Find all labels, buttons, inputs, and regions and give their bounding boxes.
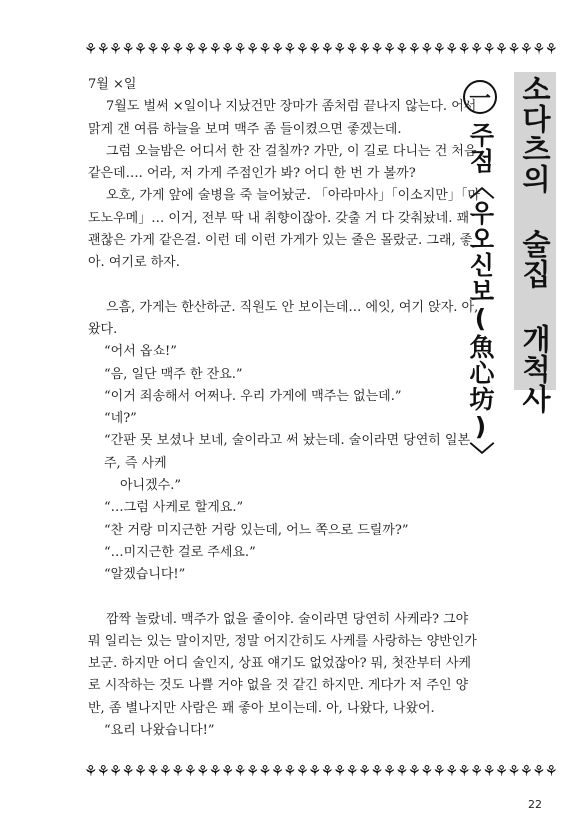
- dialogue-line: “음, 일단 맥주 한 잔요.”: [104, 366, 243, 382]
- dialogue-line: “찬 거랑 미지근한 거랑 있는데, 어느 쪽으로 드릴까?”: [104, 522, 409, 538]
- dialogue-line: “…그럼 사케로 할게요.”: [104, 500, 244, 516]
- paragraph: 그럼 오늘밤은 어디서 한 잔 걸칠까? 가만, 이 길로 다니는 건 처음 같은데…. 어라, 저 가게 주점인가 봐? 어디 한 번 가 볼까?: [88, 143, 477, 182]
- diary-date: 7월 ×일: [88, 77, 137, 92]
- dialogue-line: “간판 못 보셨나 보네, 술이라고 써 놨는데. 술이라면 당연히 일본주, 즉 사케: [104, 433, 471, 471]
- dialogue-line: “어서 옵쇼!”: [104, 344, 177, 360]
- paragraph-gap: [88, 275, 483, 297]
- chapter-title: 주점〈우오신보(魚心坊)〉: [466, 122, 495, 468]
- dialogue-line: “요리 나왔습니다!”: [104, 723, 215, 739]
- book-title: 소다츠의 술집 개척사: [518, 74, 552, 414]
- body-text: [88, 74, 483, 742]
- bottom-ornament-border: ⚘⚘⚘⚘⚘⚘⚘⚘⚘⚘⚘⚘⚘⚘⚘⚘⚘⚘⚘⚘⚘⚘⚘⚘⚘⚘⚘⚘⚘⚘⚘⚘⚘⚘⚘⚘⚘⚘: [84, 762, 557, 780]
- paragraph: 오호, 가게 앞에 술병을 죽 늘어놨군. 「아라마사」「이소지만」「마도노우메」… 이거, 전부 딱 내 취향이잖아. 갖출 거 다 갖춰놨네. 꽤 괜찮은 가게 같은걸. 이런 데 이런 가게가 있는 줄은 몰랐군. 그래, 좋아. 여기로 하자.: [88, 188, 480, 271]
- dialogue-line: “알겠습니다!”: [104, 567, 186, 583]
- dialogue-line-continued: 아니겠수.”: [120, 478, 182, 494]
- dialogue-line: “…미지근한 걸로 주세요.”: [104, 544, 256, 560]
- paragraph-gap: [88, 587, 483, 609]
- dialogue-line: “이거 죄송해서 어쩌나. 우리 가게에 맥주는 없는데.”: [104, 388, 402, 404]
- dialogue-line: “네?”: [104, 411, 137, 427]
- page-number: 22: [528, 798, 542, 811]
- top-ornament-border: ⚘⚘⚘⚘⚘⚘⚘⚘⚘⚘⚘⚘⚘⚘⚘⚘⚘⚘⚘⚘⚘⚘⚘⚘⚘⚘⚘⚘⚘⚘⚘⚘⚘⚘⚘⚘⚘⚘: [84, 40, 557, 58]
- paragraph: 7월도 벌써 ×일이나 지났건만 장마가 좀처럼 끝나지 않는다. 어서 맑게 갠 여름 하늘을 보며 맥주 좀 들이켰으면 좋겠는데.: [88, 99, 477, 137]
- paragraph: 으흠, 가게는 한산하군. 직원도 안 보이는데… 에잇, 여기 앉자. 아, 왔다.: [88, 299, 479, 337]
- chapter-number: 一: [463, 80, 497, 114]
- paragraph: 깜짝 놀랐네. 맥주가 없을 줄이야. 술이라면 당연히 사케라? 그야 뭐 일리는 있는 말이지만, 정말 어지간히도 사케를 사랑하는 양반인가 보군. 하지만 어디 술인지, 상표 얘기도 없었잖아? 뭐, 첫잔부터 사케로 시작하는 것도 나쁠 거야 없을 것 같긴 하지만. 게다가 저 주인 양반, 좀 별나지만 사람은 꽤 좋아 보이는데. 아, 나왔다, 나왔어.: [88, 611, 477, 716]
